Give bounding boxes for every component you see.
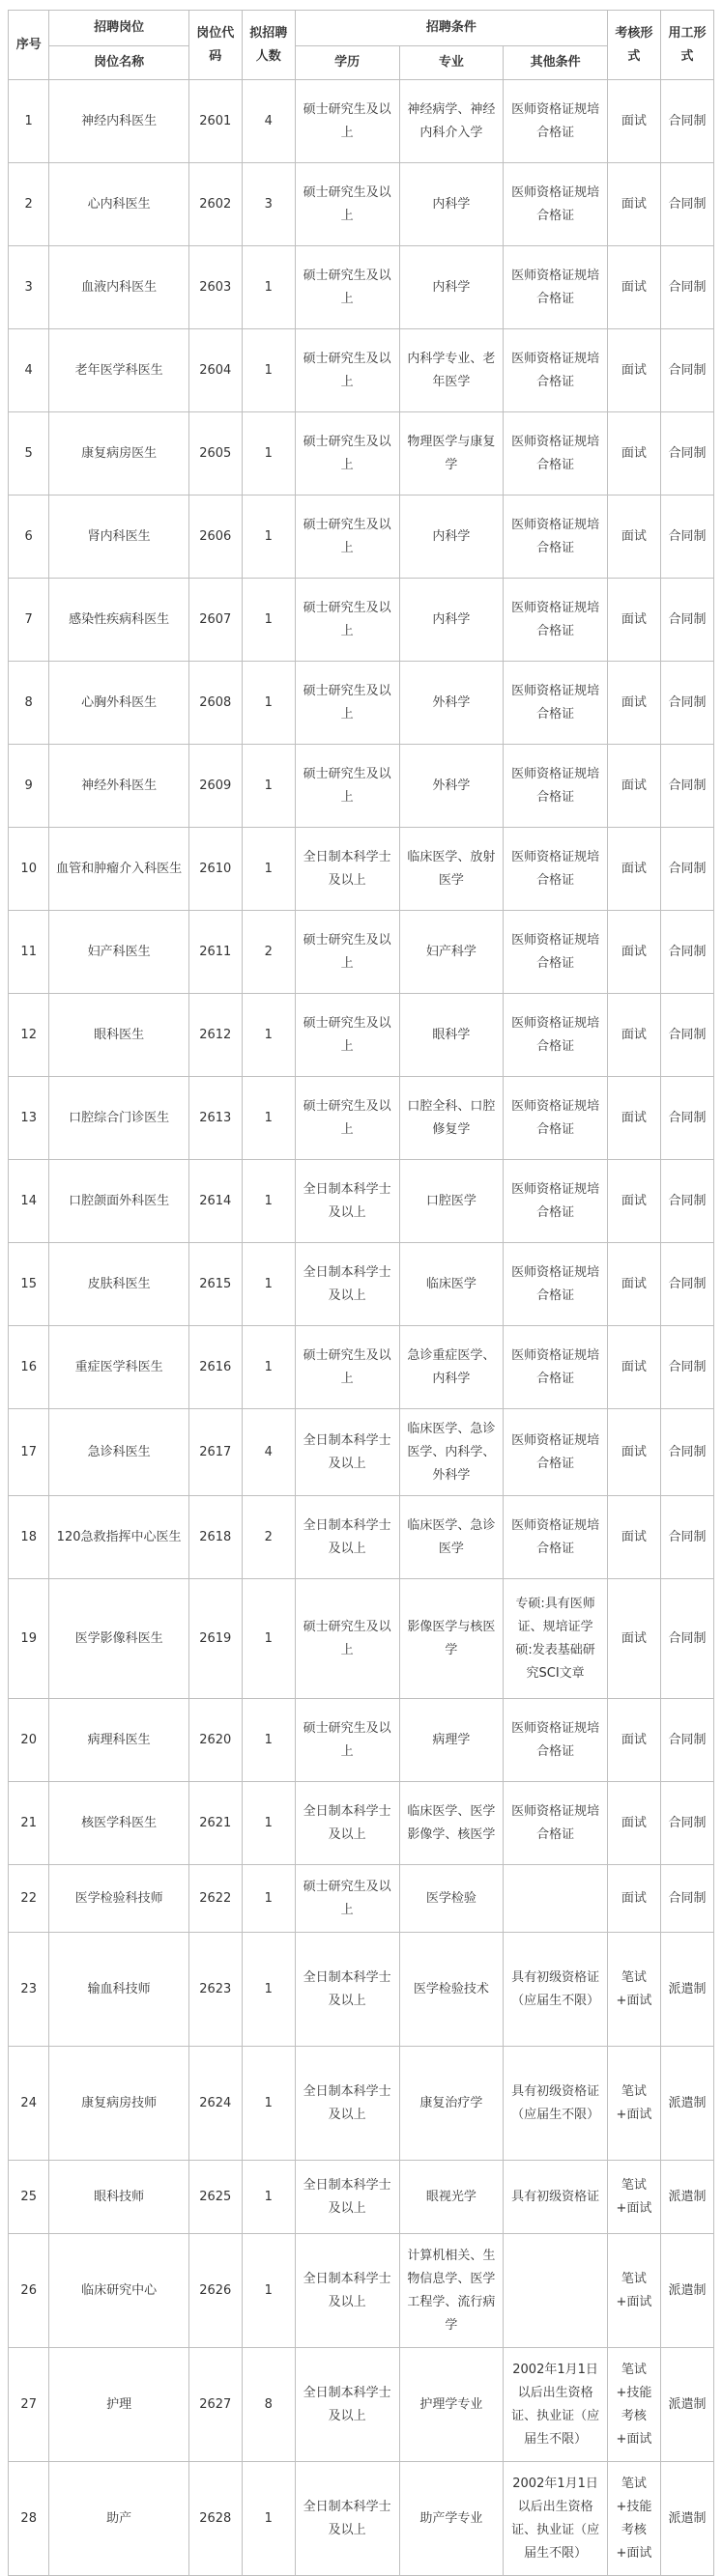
post-name-cell: 感染性疾病科医生 [49,579,188,662]
employment-cell: 派遣制 [660,2462,713,2576]
exam-cell: 笔试+技能考核+面试 [607,2348,660,2462]
recruit-num-cell: 1 [242,1160,295,1243]
exam-cell: 面试 [607,911,660,994]
other-cell: 医师资格证规培合格证 [504,246,608,329]
table-row [9,1933,714,2047]
post-code-cell: 2620 [188,1699,242,1782]
post-name-cell: 核医学科医生 [49,1782,188,1865]
recruit-num-cell: 1 [242,1579,295,1699]
post-name-cell: 老年医学科医生 [49,329,188,412]
exam-cell: 面试 [607,80,660,163]
seq-cell: 11 [9,911,49,994]
recruit-num-cell: 1 [242,745,295,828]
table-row [9,246,714,329]
table-row [9,994,714,1077]
post-name-cell: 输血科技师 [49,1933,188,2047]
exam-cell: 笔试+技能考核+面试 [607,2462,660,2576]
education-cell: 全日制本科学士及以上 [295,2462,399,2576]
seq-cell: 15 [9,1243,49,1326]
post-code-cell: 2613 [188,1077,242,1160]
post-code-cell: 2601 [188,80,242,163]
education-cell: 硕士研究生及以上 [295,911,399,994]
exam-cell: 面试 [607,1865,660,1933]
seq-cell: 10 [9,828,49,911]
seq-cell: 23 [9,1933,49,2047]
other-cell: 医师资格证规培合格证 [504,662,608,745]
exam-cell: 面试 [607,662,660,745]
exam-cell: 笔试+面试 [607,2161,660,2234]
seq-cell: 21 [9,1782,49,1865]
recruit-num-cell: 1 [242,662,295,745]
education-cell: 硕士研究生及以上 [295,1077,399,1160]
major-cell: 外科学 [399,745,504,828]
employment-cell: 合同制 [660,579,713,662]
other-cell: 2002年1月1日以后出生资格证、执业证（应届生不限） [504,2348,608,2462]
header-post-group: 招聘岗位 [49,11,188,46]
employment-cell: 合同制 [660,1160,713,1243]
education-cell: 全日制本科学士及以上 [295,1243,399,1326]
recruit-num-cell: 8 [242,2348,295,2462]
employment-cell: 派遣制 [660,2348,713,2462]
post-code-cell: 2625 [188,2161,242,2234]
post-name-cell: 心胸外科医生 [49,662,188,745]
exam-cell: 面试 [607,246,660,329]
employment-cell: 派遣制 [660,2047,713,2161]
other-cell: 医师资格证规培合格证 [504,1077,608,1160]
education-cell: 全日制本科学士及以上 [295,2161,399,2234]
table-row [9,1782,714,1865]
seq-cell: 20 [9,1699,49,1782]
table-row [9,2161,714,2234]
exam-cell: 面试 [607,495,660,579]
post-code-cell: 2603 [188,246,242,329]
header-post-name: 岗位名称 [49,46,188,80]
header-recruit-num: 拟招聘人数 [242,11,295,80]
recruit-num-cell: 1 [242,2047,295,2161]
exam-cell: 笔试+面试 [607,1933,660,2047]
employment-cell: 合同制 [660,1699,713,1782]
employment-cell: 合同制 [660,1409,713,1496]
education-cell: 全日制本科学士及以上 [295,1782,399,1865]
other-cell: 医师资格证规培合格证 [504,1782,608,1865]
exam-cell: 面试 [607,828,660,911]
post-code-cell: 2628 [188,2462,242,2576]
table-row [9,1496,714,1579]
major-cell: 内科学 [399,246,504,329]
recruit-num-cell: 1 [242,1243,295,1326]
exam-cell: 面试 [607,579,660,662]
major-cell: 助产学专业 [399,2462,504,2576]
post-code-cell: 2610 [188,828,242,911]
seq-cell: 26 [9,2234,49,2348]
table-row [9,163,714,246]
recruit-num-cell: 1 [242,1699,295,1782]
other-cell: 具有初级资格证 [504,2161,608,2234]
post-code-cell: 2602 [188,163,242,246]
table-body [9,80,714,2576]
employment-cell: 合同制 [660,911,713,994]
education-cell: 硕士研究生及以上 [295,412,399,495]
employment-cell: 派遣制 [660,2161,713,2234]
seq-cell: 18 [9,1496,49,1579]
other-cell: 医师资格证规培合格证 [504,1160,608,1243]
exam-cell: 面试 [607,1699,660,1782]
post-code-cell: 2612 [188,994,242,1077]
post-name-cell: 120急救指挥中心医生 [49,1496,188,1579]
seq-cell: 8 [9,662,49,745]
post-name-cell: 血液内科医生 [49,246,188,329]
table-row [9,2462,714,2576]
recruit-num-cell: 1 [242,495,295,579]
post-code-cell: 2614 [188,1160,242,1243]
header-cond-group: 招聘条件 [295,11,607,46]
education-cell: 全日制本科学士及以上 [295,1496,399,1579]
other-cell: 医师资格证规培合格证 [504,495,608,579]
other-cell: 医师资格证规培合格证 [504,911,608,994]
post-code-cell: 2621 [188,1782,242,1865]
exam-cell: 面试 [607,1077,660,1160]
employment-cell: 合同制 [660,1865,713,1933]
exam-cell: 面试 [607,1160,660,1243]
table-row [9,80,714,163]
other-cell: 医师资格证规培合格证 [504,1496,608,1579]
major-cell: 临床医学、放射医学 [399,828,504,911]
major-cell: 神经病学、神经内科介入学 [399,80,504,163]
other-cell: 医师资格证规培合格证 [504,163,608,246]
education-cell: 全日制本科学士及以上 [295,1160,399,1243]
seq-cell: 22 [9,1865,49,1933]
post-name-cell: 眼科技师 [49,2161,188,2234]
recruit-num-cell: 1 [242,329,295,412]
employment-cell: 合同制 [660,662,713,745]
post-name-cell: 医学检验科技师 [49,1865,188,1933]
post-name-cell: 护理 [49,2348,188,2462]
other-cell: 医师资格证规培合格证 [504,828,608,911]
major-cell: 外科学 [399,662,504,745]
major-cell: 内科学专业、老年医学 [399,329,504,412]
header-seq: 序号 [9,11,49,80]
employment-cell: 合同制 [660,994,713,1077]
recruit-num-cell: 1 [242,1782,295,1865]
other-cell: 医师资格证规培合格证 [504,994,608,1077]
education-cell: 硕士研究生及以上 [295,1865,399,1933]
seq-cell: 27 [9,2348,49,2462]
other-cell: 医师资格证规培合格证 [504,412,608,495]
seq-cell: 4 [9,329,49,412]
education-cell: 全日制本科学士及以上 [295,2234,399,2348]
recruit-num-cell: 3 [242,163,295,246]
other-cell: 专硕:具有医师证、规培证学硕:发表基础研究SCI文章 [504,1579,608,1699]
post-name-cell: 康复病房技师 [49,2047,188,2161]
exam-cell: 面试 [607,1496,660,1579]
recruit-num-cell: 1 [242,1326,295,1409]
recruit-num-cell: 4 [242,1409,295,1496]
employment-cell: 合同制 [660,745,713,828]
major-cell: 临床医学、急诊医学、内科学、外科学 [399,1409,504,1496]
header-other: 其他条件 [504,46,608,80]
employment-cell: 合同制 [660,246,713,329]
employment-cell: 派遣制 [660,2234,713,2348]
post-name-cell: 血管和肿瘤介入科医生 [49,828,188,911]
post-code-cell: 2608 [188,662,242,745]
education-cell: 硕士研究生及以上 [295,662,399,745]
post-code-cell: 2616 [188,1326,242,1409]
employment-cell: 合同制 [660,329,713,412]
major-cell: 内科学 [399,163,504,246]
post-code-cell: 2607 [188,579,242,662]
education-cell: 硕士研究生及以上 [295,495,399,579]
education-cell: 全日制本科学士及以上 [295,2047,399,2161]
education-cell: 硕士研究生及以上 [295,80,399,163]
post-code-cell: 2624 [188,2047,242,2161]
post-code-cell: 2623 [188,1933,242,2047]
major-cell: 眼科学 [399,994,504,1077]
employment-cell: 合同制 [660,80,713,163]
table-row [9,828,714,911]
table-row [9,662,714,745]
post-name-cell: 急诊科医生 [49,1409,188,1496]
education-cell: 硕士研究生及以上 [295,163,399,246]
post-name-cell: 口腔颌面外科医生 [49,1160,188,1243]
recruit-num-cell: 1 [242,2234,295,2348]
seq-cell: 25 [9,2161,49,2234]
education-cell: 硕士研究生及以上 [295,246,399,329]
major-cell: 内科学 [399,579,504,662]
post-code-cell: 2627 [188,2348,242,2462]
table-row [9,1160,714,1243]
seq-cell: 14 [9,1160,49,1243]
other-cell: 医师资格证规培合格证 [504,579,608,662]
seq-cell: 28 [9,2462,49,2576]
other-cell: 医师资格证规培合格证 [504,80,608,163]
exam-cell: 笔试+面试 [607,2047,660,2161]
seq-cell: 7 [9,579,49,662]
education-cell: 硕士研究生及以上 [295,1326,399,1409]
other-cell: 医师资格证规培合格证 [504,329,608,412]
post-name-cell: 神经内科医生 [49,80,188,163]
table-row [9,2047,714,2161]
major-cell: 急诊重症医学、内科学 [399,1326,504,1409]
header-education: 学历 [295,46,399,80]
exam-cell: 面试 [607,994,660,1077]
seq-cell: 2 [9,163,49,246]
post-code-cell: 2605 [188,412,242,495]
major-cell: 医学检验技术 [399,1933,504,2047]
post-name-cell: 病理科医生 [49,1699,188,1782]
header-post-code: 岗位代码 [188,11,242,80]
education-cell: 硕士研究生及以上 [295,1699,399,1782]
exam-cell: 面试 [607,329,660,412]
employment-cell: 派遣制 [660,1933,713,2047]
recruit-num-cell: 1 [242,1077,295,1160]
table-row [9,579,714,662]
post-name-cell: 皮肤科医生 [49,1243,188,1326]
education-cell: 硕士研究生及以上 [295,329,399,412]
seq-cell: 9 [9,745,49,828]
other-cell: 医师资格证规培合格证 [504,1326,608,1409]
major-cell: 内科学 [399,495,504,579]
other-cell: 医师资格证规培合格证 [504,1409,608,1496]
education-cell: 全日制本科学士及以上 [295,828,399,911]
other-cell [504,1865,608,1933]
exam-cell: 笔试+面试 [607,2234,660,2348]
seq-cell: 1 [9,80,49,163]
post-code-cell: 2615 [188,1243,242,1326]
recruit-num-cell: 1 [242,1865,295,1933]
education-cell: 全日制本科学士及以上 [295,1933,399,2047]
major-cell: 护理学专业 [399,2348,504,2462]
post-name-cell: 助产 [49,2462,188,2576]
post-name-cell: 重症医学科医生 [49,1326,188,1409]
post-code-cell: 2604 [188,329,242,412]
other-cell: 具有初级资格证（应届生不限） [504,2047,608,2161]
post-code-cell: 2618 [188,1496,242,1579]
seq-cell: 17 [9,1409,49,1496]
employment-cell: 合同制 [660,828,713,911]
table-row [9,1243,714,1326]
recruit-num-cell: 1 [242,246,295,329]
seq-cell: 12 [9,994,49,1077]
major-cell: 临床医学 [399,1243,504,1326]
exam-cell: 面试 [607,745,660,828]
recruit-num-cell: 2 [242,1496,295,1579]
major-cell: 影像医学与核医学 [399,1579,504,1699]
exam-cell: 面试 [607,1782,660,1865]
seq-cell: 6 [9,495,49,579]
table-row [9,1579,714,1699]
major-cell: 病理学 [399,1699,504,1782]
post-name-cell: 临床研究中心 [49,2234,188,2348]
post-name-cell: 肾内科医生 [49,495,188,579]
exam-cell: 面试 [607,412,660,495]
table-row [9,1326,714,1409]
recruit-num-cell: 4 [242,80,295,163]
recruit-num-cell: 1 [242,994,295,1077]
major-cell: 物理医学与康复学 [399,412,504,495]
employment-cell: 合同制 [660,412,713,495]
recruit-num-cell: 2 [242,911,295,994]
education-cell: 全日制本科学士及以上 [295,2348,399,2462]
seq-cell: 5 [9,412,49,495]
table-row [9,1865,714,1933]
post-name-cell: 神经外科医生 [49,745,188,828]
table-row [9,2348,714,2462]
major-cell: 临床医学、医学影像学、核医学 [399,1782,504,1865]
post-name-cell: 康复病房医生 [49,412,188,495]
employment-cell: 合同制 [660,1579,713,1699]
exam-cell: 面试 [607,1326,660,1409]
post-code-cell: 2619 [188,1579,242,1699]
education-cell: 硕士研究生及以上 [295,994,399,1077]
major-cell: 眼视光学 [399,2161,504,2234]
table-row [9,2234,714,2348]
exam-cell: 面试 [607,163,660,246]
major-cell: 口腔全科、口腔修复学 [399,1077,504,1160]
header-exam: 考核形式 [607,11,660,80]
major-cell: 康复治疗学 [399,2047,504,2161]
header-major: 专业 [399,46,504,80]
post-code-cell: 2622 [188,1865,242,1933]
post-code-cell: 2617 [188,1409,242,1496]
employment-cell: 合同制 [660,1243,713,1326]
post-code-cell: 2606 [188,495,242,579]
major-cell: 计算机相关、生物信息学、医学工程学、流行病学 [399,2234,504,2348]
education-cell: 硕士研究生及以上 [295,745,399,828]
other-cell: 医师资格证规培合格证 [504,745,608,828]
table-row [9,745,714,828]
major-cell: 医学检验 [399,1865,504,1933]
recruit-num-cell: 1 [242,828,295,911]
recruit-num-cell: 1 [242,579,295,662]
employment-cell: 合同制 [660,1326,713,1409]
employment-cell: 合同制 [660,1496,713,1579]
recruit-num-cell: 1 [242,1933,295,2047]
other-cell: 医师资格证规培合格证 [504,1699,608,1782]
exam-cell: 面试 [607,1579,660,1699]
table-row [9,911,714,994]
table-row [9,1409,714,1496]
education-cell: 全日制本科学士及以上 [295,1409,399,1496]
employment-cell: 合同制 [660,495,713,579]
post-code-cell: 2609 [188,745,242,828]
header-employment: 用工形式 [660,11,713,80]
major-cell: 妇产科学 [399,911,504,994]
table-row [9,1699,714,1782]
employment-cell: 合同制 [660,163,713,246]
other-cell: 医师资格证规培合格证 [504,1243,608,1326]
employment-cell: 合同制 [660,1077,713,1160]
recruit-num-cell: 1 [242,2462,295,2576]
post-name-cell: 口腔综合门诊医生 [49,1077,188,1160]
major-cell: 临床医学、急诊医学 [399,1496,504,1579]
exam-cell: 面试 [607,1243,660,1326]
post-name-cell: 妇产科医生 [49,911,188,994]
post-name-cell: 心内科医生 [49,163,188,246]
post-name-cell: 眼科医生 [49,994,188,1077]
table-row [9,412,714,495]
post-code-cell: 2611 [188,911,242,994]
table-row [9,1077,714,1160]
other-cell: 2002年1月1日以后出生资格证、执业证（应届生不限） [504,2462,608,2576]
seq-cell: 13 [9,1077,49,1160]
seq-cell: 19 [9,1579,49,1699]
other-cell: 具有初级资格证（应届生不限） [504,1933,608,2047]
recruit-num-cell: 1 [242,412,295,495]
education-cell: 硕士研究生及以上 [295,579,399,662]
table-row [9,495,714,579]
post-name-cell: 医学影像科医生 [49,1579,188,1699]
seq-cell: 3 [9,246,49,329]
education-cell: 硕士研究生及以上 [295,1579,399,1699]
major-cell: 口腔医学 [399,1160,504,1243]
recruit-num-cell: 1 [242,2161,295,2234]
other-cell [504,2234,608,2348]
seq-cell: 24 [9,2047,49,2161]
recruitment-table [8,10,714,2576]
table-row [9,329,714,412]
exam-cell: 面试 [607,1409,660,1496]
post-code-cell: 2626 [188,2234,242,2348]
employment-cell: 合同制 [660,1782,713,1865]
seq-cell: 16 [9,1326,49,1409]
